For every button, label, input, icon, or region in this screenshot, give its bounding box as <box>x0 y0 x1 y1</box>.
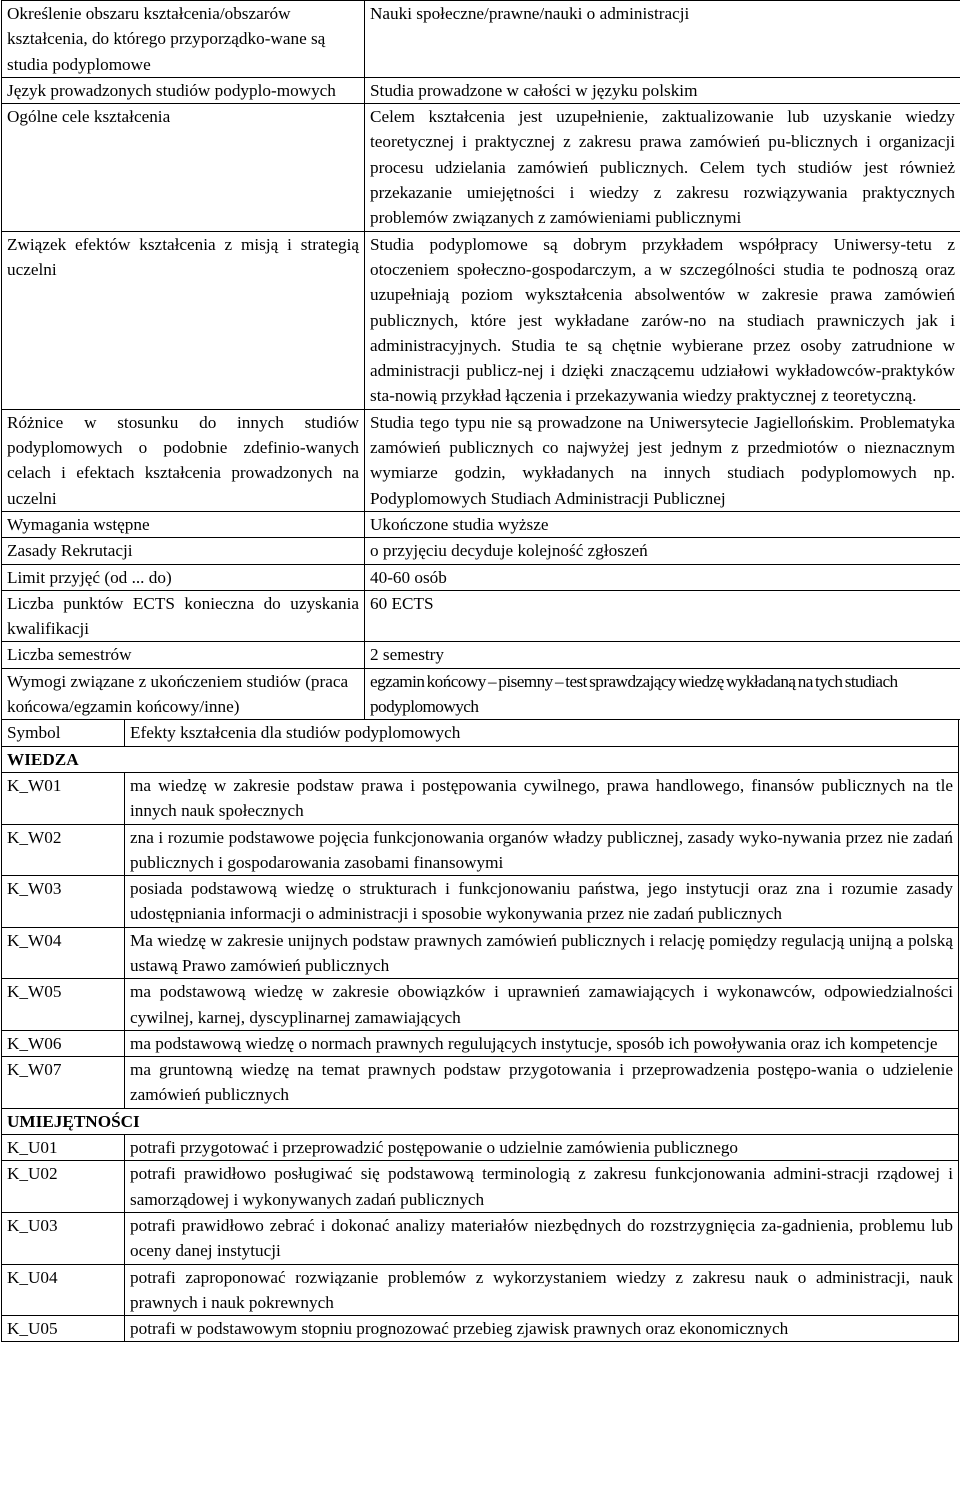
info-label: Liczba punktów ECTS konieczna do uzyskania kwalifikacji <box>2 590 365 642</box>
outcome-row <box>2 772 959 824</box>
outcome-text: ma gruntowną wiedzę na temat prawnych podstaw przygotowania i przeprowadzenia postępo-wania o udzielenie zamówień publicznych <box>125 1057 959 1109</box>
info-value: o przyjęciu decyduje kolejność zgłoszeń <box>365 538 960 564</box>
info-value: Celem kształcenia jest uzupełnienie, zaktualizowanie lub uzyskanie wiedzy teoretycznej i praktycznej z zakresu prawa zamówień pu-blicznych i organizacji procesu udzielania zamówień publicznych. Celem tych studiów jest również przekazanie umiejętności i wiedzy z zakresu rozwiązywania praktycznych problemów związanych z zamówieniami publicznymi <box>365 104 960 231</box>
outcome-code: K_U03 <box>2 1212 125 1264</box>
outcome-text: Ma wiedzę w zakresie unijnych podstaw prawnych zamówień publicznych i relację pomiędzy regulacją unijną a polską ustawą Prawo zamówień publicznych <box>125 927 959 979</box>
outcome-text: posiada podstawową wiedzę o strukturach i funkcjonowaniu państwa, jego instytucji oraz zna i rozumie zasady udostępniania informacji o administracji i sposobie wykonywania przez nie zadań publicznych <box>125 876 959 928</box>
outcome-code: K_W01 <box>2 772 125 824</box>
outcome-row <box>2 1316 959 1342</box>
info-label: Ogólne cele kształcenia <box>2 104 365 231</box>
outcome-row <box>2 1057 959 1109</box>
outcome-text: ma podstawową wiedzę w zakresie obowiązków i uprawnień zamawiających i wykonawców, odpowiedzialności cywilnej, karnej, dyscyplinarnej zamawiających <box>125 979 959 1031</box>
outcome-row <box>2 1135 959 1161</box>
outcome-row <box>2 1264 959 1316</box>
outcome-row <box>2 927 959 979</box>
learning-outcomes-table <box>1 719 959 1342</box>
info-label: Zasady Rekrutacji <box>2 538 365 564</box>
outcome-code: K_U05 <box>2 1316 125 1342</box>
info-row-ects <box>2 590 960 642</box>
info-row-requirements <box>2 511 960 537</box>
outcome-row <box>2 824 959 876</box>
outcome-text: ma podstawową wiedzę o normach prawnych regulujących instytucje, sposób ich powoływania oraz ich kompetencje <box>125 1030 959 1056</box>
outcome-code: K_U01 <box>2 1135 125 1161</box>
info-row-completion <box>2 668 960 720</box>
outcome-row <box>2 1161 959 1213</box>
document-page <box>1 0 959 1342</box>
outcome-text: potrafi prawidłowo zebrać i dokonać analizy materiałów niezbędnych do rozstrzygnięcia za-gadnienia, problemu lub oceny danej instytucji <box>125 1212 959 1264</box>
program-info-table <box>1 0 960 720</box>
outcomes-body <box>2 746 959 1342</box>
outcome-row <box>2 1030 959 1056</box>
outcome-code: K_W02 <box>2 824 125 876</box>
info-value: 60 ECTS <box>365 590 960 642</box>
info-label: Wymogi związane z ukończeniem studiów (praca końcowa/egzamin końcowy/inne) <box>2 668 365 720</box>
outcome-text: potrafi prawidłowo posługiwać się podstawową terminologią z zakresu funkcjonowania admini-stracji rządowej i samorządowej i wykonywanych zadań publicznych <box>125 1161 959 1213</box>
outcome-text: potrafi zaproponować rozwiązanie problemów z wykorzystaniem wiedzy z zakresu nauk o administracji, nauk prawnych i nauk pokrewnych <box>125 1264 959 1316</box>
info-row-limit <box>2 564 960 590</box>
symbol-header: Symbol <box>2 720 125 746</box>
outcome-text: potrafi przygotować i przeprowadzić postępowanie o udzielnie zamówienia publicznego <box>125 1135 959 1161</box>
info-row-semesters <box>2 642 960 668</box>
outcome-code: K_W05 <box>2 979 125 1031</box>
outcome-row <box>2 1212 959 1264</box>
info-row-differences <box>2 409 960 511</box>
outcome-code: K_W07 <box>2 1057 125 1109</box>
section-heading-row <box>2 746 959 772</box>
outcome-row <box>2 876 959 928</box>
info-value: Studia prowadzone w całości w języku polskim <box>365 77 960 103</box>
info-value: Studia podyplomowe są dobrym przykładem współpracy Uniwersy-tetu z otoczeniem społeczno-gospodarczym, a w szczególności studia te podnoszą oraz uzupełniają poziom wykształcenia absolwentów w zakresie prawa zamówień publicznych, które jest wykładane zarów-no na studiach prawniczych jak i administracyjnych. Studia te są chętnie wybierane przez osoby zatrudnione w administracji publicz-nej i dzięki znaczącemu udziałowi wykładowców-praktyków sta-nowią przykład łączenia i przekazywania wiedzy praktycznej z teoretyczną. <box>365 231 960 409</box>
info-row-goals <box>2 104 960 231</box>
info-row-area <box>2 1 960 78</box>
info-value: 2 semestry <box>365 642 960 668</box>
outcome-text: zna i rozumie podstawowe pojęcia funkcjonowania organów władzy publicznej, zasady wyko-nywania przez nie zadań publicznych i gospodarowania zasobami finansowymi <box>125 824 959 876</box>
info-value: Ukończone studia wyższe <box>365 511 960 537</box>
section-heading: UMIEJĘTNOŚCI <box>2 1108 959 1134</box>
info-value: egzamin końcowy – pisemny – test sprawdzający wiedzę wykładaną na tych studiach podyplomowych <box>365 668 960 720</box>
info-value: Nauki społeczne/prawne/nauki o administracji <box>365 1 960 78</box>
outcomes-header: Efekty kształcenia dla studiów podyplomowych <box>125 720 959 746</box>
section-heading-row <box>2 1108 959 1134</box>
info-label: Wymagania wstępne <box>2 511 365 537</box>
info-label: Limit przyjęć (od ... do) <box>2 564 365 590</box>
info-label: Język prowadzonych studiów podyplo-mowych <box>2 77 365 103</box>
info-value: Studia tego typu nie są prowadzone na Uniwersytecie Jagiellońskim. Problematyka zamówień publicznych co najwyżej jest jednym z przedmiotów o nieznacznym wymiarze godzin, wykładanych na innych studiach podyplomowych np. Podyplomowych Studiach Administracji Publicznej <box>365 409 960 511</box>
outcome-code: K_W03 <box>2 876 125 928</box>
section-heading: WIEDZA <box>2 746 959 772</box>
outcome-code: K_U04 <box>2 1264 125 1316</box>
outcome-code: K_W06 <box>2 1030 125 1056</box>
outcomes-header-row <box>2 720 959 746</box>
outcome-row <box>2 979 959 1031</box>
info-row-mission <box>2 231 960 409</box>
outcome-text: potrafi w podstawowym stopniu prognozować przebieg zjawisk prawnych oraz ekonomicznych <box>125 1316 959 1342</box>
info-label: Określenie obszaru kształcenia/obszarów kształcenia, do którego przyporządko-wane są studia podyplomowe <box>2 1 365 78</box>
info-value: 40-60 osób <box>365 564 960 590</box>
outcome-code: K_W04 <box>2 927 125 979</box>
info-label: Liczba semestrów <box>2 642 365 668</box>
info-label: Różnice w stosunku do innych studiów podyplomowych o podobnie zdefinio-wanych celach i efektach kształcenia prowadzonych na uczelni <box>2 409 365 511</box>
info-label: Związek efektów kształcenia z misją i strategią uczelni <box>2 231 365 409</box>
info-row-language <box>2 77 960 103</box>
outcome-text: ma wiedzę w zakresie podstaw prawa i postępowania cywilnego, prawa handlowego, finansów publicznych na tle innych nauk społecznych <box>125 772 959 824</box>
outcome-code: K_U02 <box>2 1161 125 1213</box>
info-row-recruitment <box>2 538 960 564</box>
